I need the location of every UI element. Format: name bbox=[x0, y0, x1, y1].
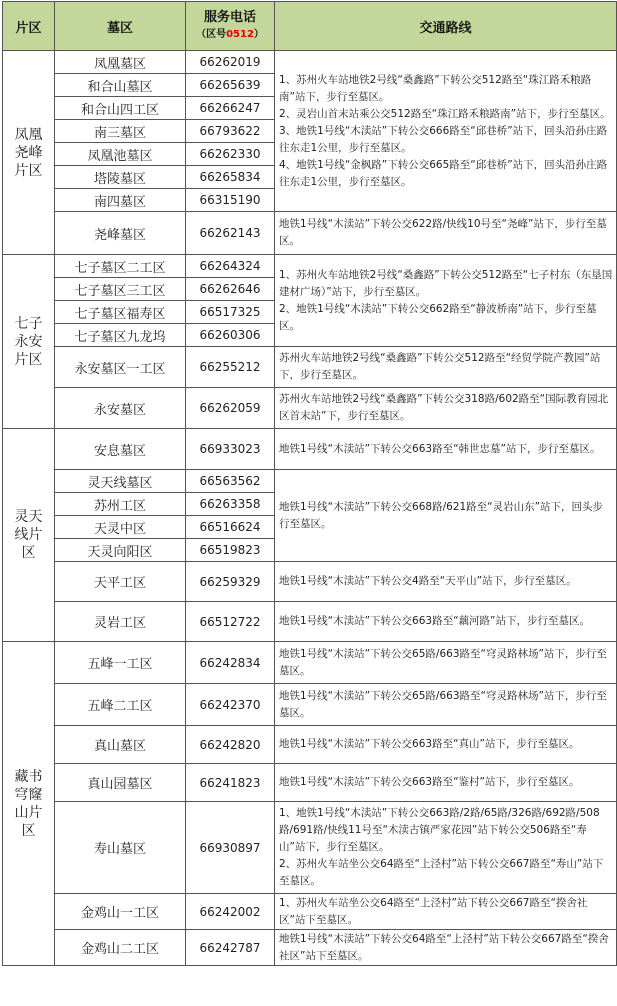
area-cell: 灵天线片区 bbox=[3, 429, 55, 642]
cemetery-name: 苏州工区 bbox=[55, 493, 186, 516]
table-row bbox=[3, 255, 617, 278]
service-phone: 66519823 bbox=[186, 539, 275, 562]
service-phone: 66259329 bbox=[186, 562, 275, 602]
cemetery-name: 凤凰池墓区 bbox=[55, 143, 186, 166]
route-cell bbox=[275, 684, 617, 726]
table-row bbox=[3, 894, 617, 930]
route-line: 地铁1号线“木渎站”下转公交663路至“鉴村”站下，步行至墓区。 bbox=[279, 776, 580, 788]
cemetery-name: 真山园墓区 bbox=[55, 764, 186, 802]
area-cell: 七子永安片区 bbox=[3, 255, 55, 429]
service-phone: 66242834 bbox=[186, 642, 275, 684]
service-phone: 66512722 bbox=[186, 602, 275, 642]
service-phone: 66265639 bbox=[186, 74, 275, 97]
service-phone: 66263358 bbox=[186, 493, 275, 516]
service-phone: 66242787 bbox=[186, 930, 275, 966]
service-phone: 66930897 bbox=[186, 802, 275, 894]
table-row bbox=[3, 388, 617, 429]
route-line: 地铁1号线“木渎站”下转公交663路至“藕河路”站下，步行至墓区。 bbox=[279, 615, 590, 627]
route-line: 地铁1号线“木渎站”下转公交64路至“上泾村”站下转公交667路至“揆舍社区”站下至墓区。 bbox=[279, 932, 609, 962]
cemetery-name: 永安墓区一工区 bbox=[55, 347, 186, 388]
route-line: 1、苏州火车站坐公交64路至“上泾村”站下转公交667路至“揆舍社区”站下至墓区。 bbox=[279, 896, 588, 926]
header-phone bbox=[186, 2, 275, 51]
route-cell bbox=[275, 642, 617, 684]
service-phone: 66266247 bbox=[186, 97, 275, 120]
table-row bbox=[3, 212, 617, 255]
service-phone: 66262646 bbox=[186, 278, 275, 301]
service-phone: 66262330 bbox=[186, 143, 275, 166]
route-cell bbox=[275, 212, 617, 255]
route-line: 2、苏州火车站坐公交64路至“上泾村”站下转公交667路至“寿山”站下至墓区。 bbox=[279, 858, 604, 887]
route-line: 4、地铁1号线“金枫路”下转公交665路至“邱巷桥”站下，回头沿孙庄路往东走1公里，步行至墓区。 bbox=[279, 158, 608, 188]
route-cell bbox=[275, 51, 617, 212]
service-phone: 66241823 bbox=[186, 764, 275, 802]
route-cell bbox=[275, 764, 617, 802]
cemetery-name: 永安墓区 bbox=[55, 388, 186, 429]
cemetery-name: 金鸡山二工区 bbox=[55, 930, 186, 966]
table-row bbox=[3, 930, 617, 966]
route-line: 地铁1号线“木渎站”下转公交663路至“韩世忠墓”站下，步行至墓区。 bbox=[279, 442, 601, 455]
route-line: 地铁1号线“木渎站”下转公交4路至“天平山”站下，步行至墓区。 bbox=[279, 575, 577, 587]
service-phone: 66242370 bbox=[186, 684, 275, 726]
cemetery-name: 五峰二工区 bbox=[55, 684, 186, 726]
route-line: 2、地铁1号线“木渎站”下转公交662路至“静波桥南”站下，步行至墓区。 bbox=[279, 302, 597, 332]
route-line: 地铁1号线“木渎站”下转公交65路/663路至“穹灵路林场”站下，步行至墓区。 bbox=[279, 689, 607, 719]
route-cell bbox=[275, 726, 617, 764]
table-row bbox=[3, 602, 617, 642]
service-phone: 66516624 bbox=[186, 516, 275, 539]
cemetery-name: 天灵向阳区 bbox=[55, 539, 186, 562]
header-phone-title: 服务电话 bbox=[203, 10, 256, 25]
table-row bbox=[3, 562, 617, 602]
route-line: 2、灵岩山首末站乘公交512路至“珠江路禾粮路南”站下，步行至墓区。 bbox=[279, 107, 611, 120]
cemetery-name: 凤凰墓区 bbox=[55, 51, 186, 74]
area-cell: 凤凰尧峰片区 bbox=[3, 51, 55, 255]
cemetery-name: 和合山墓区 bbox=[55, 74, 186, 97]
cemetery-name: 南四墓区 bbox=[55, 189, 186, 212]
header-cemetery: 墓区 bbox=[55, 2, 186, 51]
route-cell bbox=[275, 255, 617, 347]
route-line: 地铁1号线“木渎站”下转公交668路/621路至“灵岩山东”站下，回头步行至墓区。 bbox=[279, 500, 604, 530]
service-phone: 66264324 bbox=[186, 255, 275, 278]
table-row bbox=[3, 642, 617, 684]
cemetery-name: 七子墓区福寿区 bbox=[55, 301, 186, 324]
service-phone: 66563562 bbox=[186, 470, 275, 493]
cemetery-name: 真山墓区 bbox=[55, 726, 186, 764]
route-cell bbox=[275, 429, 617, 470]
route-line: 苏州火车站地铁2号线“桑鑫路”下转公交512路至“经贸学院产教园”站下，步行至墓区。 bbox=[279, 352, 601, 381]
cemetery-name: 天平工区 bbox=[55, 562, 186, 602]
service-phone: 66260306 bbox=[186, 324, 275, 347]
cemetery-name: 五峰一工区 bbox=[55, 642, 186, 684]
route-cell bbox=[275, 470, 617, 562]
table-header-row bbox=[3, 2, 617, 51]
route-line: 1、苏州火车站地铁2号线“桑鑫路”下转公交512路至“珠江路禾粮路南”站下，步行至墓区。 bbox=[279, 73, 592, 103]
route-line: 苏州火车站地铁2号线“桑鑫路”下转公交318路/602路至“国际教育园北区首末站”下，步行至墓区。 bbox=[279, 393, 609, 422]
service-phone: 66255212 bbox=[186, 347, 275, 388]
service-phone: 66265834 bbox=[186, 166, 275, 189]
route-cell bbox=[275, 802, 617, 894]
route-line: 1、苏州火车站地铁2号线“桑鑫路”下转公交512路至“七子村东（东垦国建材广场）”站下，步行至墓区。 bbox=[279, 268, 613, 298]
service-phone: 66262143 bbox=[186, 212, 275, 255]
table-row bbox=[3, 764, 617, 802]
route-line: 地铁1号线“木渎站”下转公交622路/快线10号至“尧峰”站下，步行至墓区。 bbox=[279, 218, 607, 247]
table-body bbox=[3, 51, 617, 966]
service-phone: 66517325 bbox=[186, 301, 275, 324]
service-phone: 66933023 bbox=[186, 429, 275, 470]
cemetery-name: 灵岩工区 bbox=[55, 602, 186, 642]
service-phone: 66793622 bbox=[186, 120, 275, 143]
area-cell: 藏书穹窿山片区 bbox=[3, 642, 55, 966]
cemetery-name: 和合山四工区 bbox=[55, 97, 186, 120]
cemetery-name: 七子墓区三工区 bbox=[55, 278, 186, 301]
table-row bbox=[3, 347, 617, 388]
cemetery-name: 天灵中区 bbox=[55, 516, 186, 539]
cemetery-name: 尧峰墓区 bbox=[55, 212, 186, 255]
table-row bbox=[3, 802, 617, 894]
cemetery-name: 七子墓区二工区 bbox=[55, 255, 186, 278]
route-cell bbox=[275, 602, 617, 642]
service-phone: 66242002 bbox=[186, 894, 275, 930]
route-line: 地铁1号线“木渎站”下转公交65路/663路至“穹灵路林场”站下，步行至墓区。 bbox=[279, 647, 607, 677]
service-phone: 66242820 bbox=[186, 726, 275, 764]
route-line: 地铁1号线“木渎站”下转公交663路至“真山”站下，步行至墓区。 bbox=[279, 738, 580, 750]
route-line: 3、地铁1号线“木渎站”下转公交666路至“邱巷桥”站下，回头沿孙庄路往东走1公里，步行至墓区。 bbox=[279, 124, 608, 154]
areacode-number: 0512 bbox=[226, 29, 254, 40]
header-area: 片区 bbox=[3, 2, 55, 51]
table-row bbox=[3, 726, 617, 764]
cemetery-name: 寿山墓区 bbox=[55, 802, 186, 894]
service-phone: 66315190 bbox=[186, 189, 275, 212]
cemetery-name: 塔陵墓区 bbox=[55, 166, 186, 189]
cemetery-table bbox=[2, 1, 617, 966]
areacode-prefix: （区号 bbox=[196, 29, 227, 40]
cemetery-name: 南三墓区 bbox=[55, 120, 186, 143]
header-route: 交通路线 bbox=[275, 2, 617, 51]
service-phone: 66262059 bbox=[186, 388, 275, 429]
route-cell bbox=[275, 562, 617, 602]
header-phone-areacode bbox=[186, 26, 274, 43]
route-line: 1、地铁1号线“木渎站”下转公交663路/2路/65路/326路/692路/508路/691路/快线11号至“木渎古镇严家花园”站下转公交506路至“寿山”站下，步行至墓区。 bbox=[279, 807, 600, 853]
table-row bbox=[3, 470, 617, 493]
cemetery-name: 七子墓区九龙坞 bbox=[55, 324, 186, 347]
route-cell bbox=[275, 930, 617, 966]
table-row bbox=[3, 429, 617, 470]
route-cell bbox=[275, 347, 617, 388]
areacode-suffix: ） bbox=[253, 29, 264, 40]
cemetery-name: 金鸡山一工区 bbox=[55, 894, 186, 930]
table-row bbox=[3, 51, 617, 74]
route-cell bbox=[275, 388, 617, 429]
service-phone: 66262019 bbox=[186, 51, 275, 74]
cemetery-name: 灵天线墓区 bbox=[55, 470, 186, 493]
route-cell bbox=[275, 894, 617, 930]
cemetery-name: 安息墓区 bbox=[55, 429, 186, 470]
table-row bbox=[3, 684, 617, 726]
